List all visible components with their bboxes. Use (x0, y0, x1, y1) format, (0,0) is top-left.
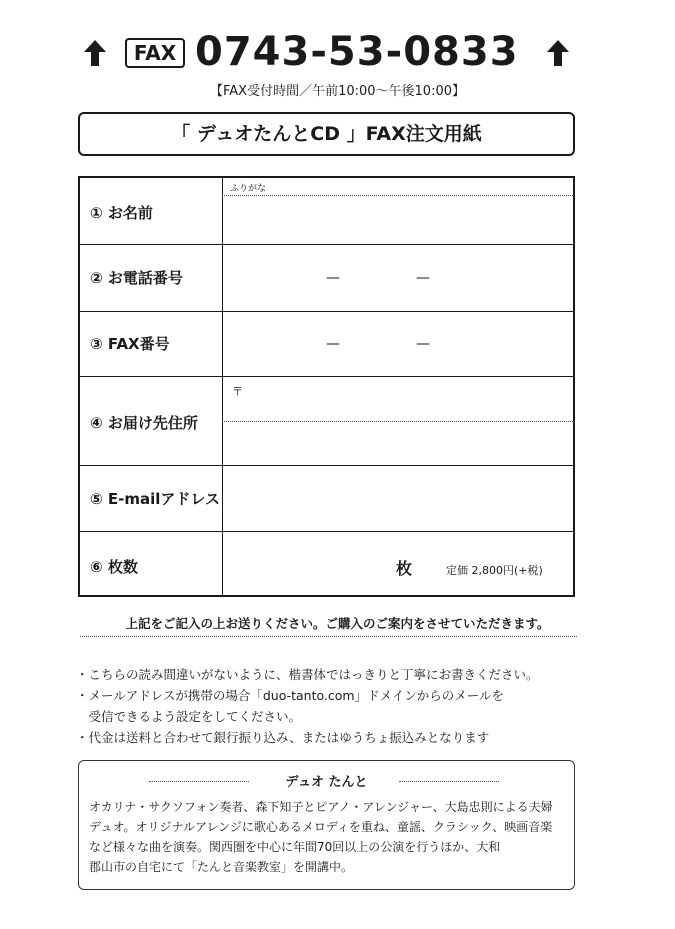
fax-label: FAX (125, 38, 185, 68)
fax-field[interactable] (223, 312, 573, 375)
list-item: ・こちらの読み間違いがないように、楷書体ではっきりと丁寧にお書きください。 (76, 667, 539, 682)
profile-line: 郡山市の自宅にて「たんと音楽教室」を開講中。 (89, 860, 354, 874)
profile-box (78, 760, 575, 890)
note-divider (80, 636, 577, 637)
list-item: 受信できるよう設定をしてください。 (76, 709, 302, 724)
address-field[interactable] (223, 377, 573, 464)
quantity-unit: 枚 (396, 559, 413, 578)
profile-text (89, 797, 569, 877)
fax-hours: 【FAX受付時間／午前10:00〜午後10:00】 (209, 84, 465, 99)
email-field[interactable] (223, 466, 573, 530)
notes-list (76, 664, 636, 748)
profile-title: デュオ たんと (285, 775, 368, 790)
quantity-label: ⑥ 枚数 (90, 558, 138, 576)
arrow-up-icon (84, 40, 106, 66)
email-label: ⑤ E-mailアドレス (90, 490, 220, 508)
page-title: 「 デュオたんとCD 」FAX注文用紙 (78, 112, 575, 156)
quantity-field[interactable] (223, 532, 393, 594)
phone-label: ② お電話番号 (90, 269, 183, 287)
name-label: ① お名前 (90, 204, 153, 222)
phone-field[interactable] (223, 245, 573, 310)
furigana-label: ふりがな (230, 184, 267, 194)
phone-separator: — (326, 270, 340, 286)
profile-line: デュオ。オリジナルアレンジに歌心あるメロディを重ね、童謡、クラシック、映画音楽 (89, 820, 553, 834)
phone-separator: — (416, 270, 430, 286)
fax-separator: — (416, 336, 430, 352)
price-label: 定価 2,800円(+税) (446, 564, 543, 577)
profile-line: など様々な曲を演奏。関西圏を中心に年間70回以上の公演を行うほか、大和 (89, 840, 501, 854)
fax-separator: — (326, 336, 340, 352)
arrow-up-icon (547, 40, 569, 66)
fax-number: 0743-53-0833 (195, 29, 519, 75)
name-field[interactable] (223, 196, 573, 243)
list-item: ・代金は送料と合わせて銀行振り込み、またはゆうちょ振込みとなります (76, 730, 490, 745)
profile-title-rule (399, 781, 499, 782)
fax-field-label: ③ FAX番号 (90, 335, 170, 353)
order-form (78, 176, 575, 597)
submit-note: 上記をご記入の上お送りください。ご購入のご案内をさせていただきます。 (125, 616, 550, 631)
postal-mark: 〒 (232, 385, 243, 398)
profile-line: オカリナ・サクソフォン奏者、森下知子とピアノ・アレンジャー、大島忠則による夫婦 (89, 800, 553, 814)
address-label: ④ お届け先住所 (90, 414, 198, 432)
list-item: ・メールアドレスが携帯の場合「duo-tanto.com」ドメインからのメールを (76, 688, 504, 703)
